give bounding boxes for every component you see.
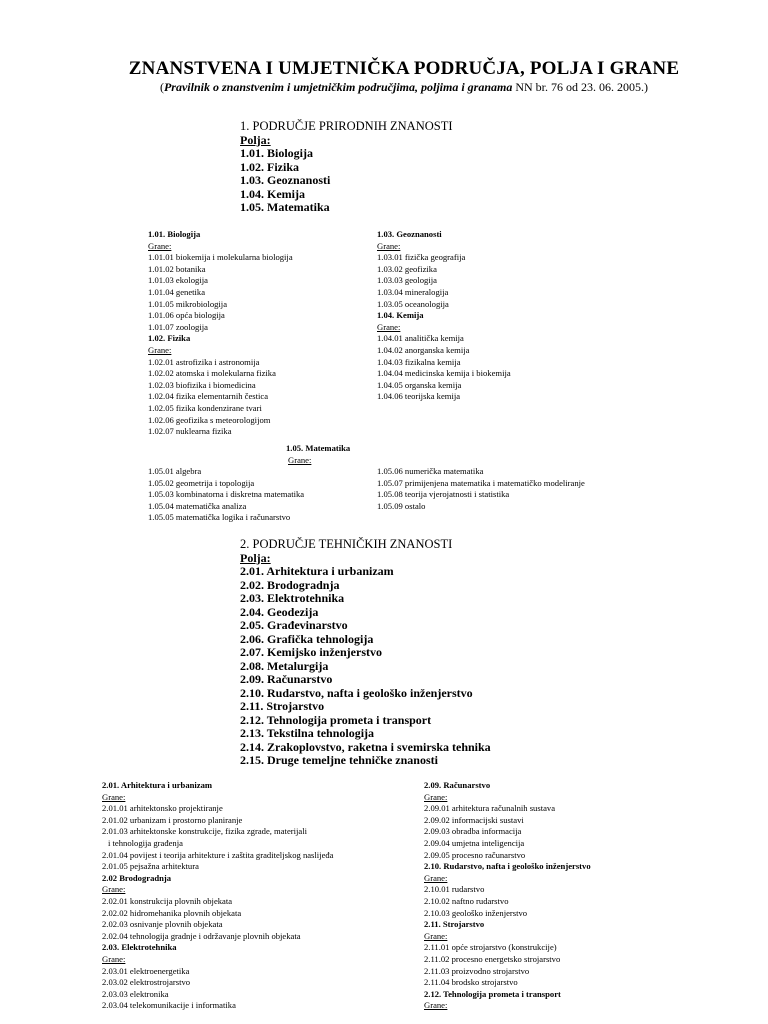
grane-label: Grane: [424,791,448,802]
grane-label: Grane: [102,953,126,964]
branch-item: 2.01.04 povijest i teorija arhitekture i zaštita graditeljskog naslijeđa [102,849,334,860]
subtitle-open: ( [159,80,164,94]
area2-field: 2.15. Druge temeljne tehničke znanosti [240,753,438,767]
field-heading: 1.02. Fizika [148,333,191,344]
branch-item: 2.03.04 telekomunikacije i informatika [102,1000,236,1011]
field-heading: 1.04. Kemija [377,310,424,321]
branch-item: 1.01.02 botanika [148,263,206,274]
branch-item: 2.11.04 brodsko strojarstvo [424,977,518,988]
branch-item: 2.03.01 elektroenergetika [102,965,190,976]
subtitle-gazette: NN br. 76 od 23. 06. 2005.) [512,80,649,94]
branch-item: 1.05.05 matematička logika i računarstvo [148,512,291,523]
area1-right-column [377,229,511,403]
branch-item: i tehnologija građenja [108,837,183,848]
grane-label: Grane: [424,930,448,941]
field-heading: 2.09. Računarstvo [424,780,491,790]
area1-field: 1.04. Kemija [240,186,305,201]
area1-polja-label: Polja: [240,132,271,147]
branch-item: 1.03.04 mineralogija [377,286,449,297]
branch-item: 1.03.02 geofizika [377,263,437,274]
field-heading: 1.03. Geoznanosti [377,229,442,239]
branch-item: 2.09.03 obradba informacija [424,826,522,837]
branch-item: 1.04.05 organska kemija [377,379,462,390]
branch-item: 1.05.03 kombinatorna i diskretna matematika [148,489,305,500]
area2-field: 2.06. Grafička tehnologija [240,631,374,646]
area2-field-list [240,565,491,768]
area2-polja-label: Polja: [240,550,271,565]
branch-item: 1.04.03 fizikalna kemija [377,356,461,367]
branch-item: 2.10.01 rudarstvo [424,884,485,895]
branch-item: 1.05.08 teorija vjerojatnosti i statistika [377,489,510,500]
page-subtitle [0,80,768,95]
area2-field: 2.09. Računarstvo [240,672,333,686]
area2-field: 2.03. Elektrotehnika [240,591,345,605]
math-heading: 1.05. Matematika [286,443,351,453]
branch-item: 1.03.03 geologija [377,275,437,286]
math-grane-label: Grane: [288,454,312,465]
branch-item: 1.05.06 numerička matematika [377,466,484,476]
area1-left-column [148,229,293,438]
branch-item: 2.03.03 elektronika [102,988,169,999]
grane-label: Grane: [424,1000,448,1011]
branch-item: 1.01.04 genetika [148,286,206,297]
area2-field: 2.12. Tehnologija prometa i transport [240,712,432,727]
area2-field: 2.13. Tekstilna tehnologija [240,726,375,740]
area2-field: 2.08. Metalurgija [240,658,329,673]
area2-field: 2.07. Kemijsko inženjerstvo [240,645,382,659]
branch-item: 1.03.05 oceanologija [377,298,449,309]
grane-label: Grane: [102,791,126,802]
area1-section [240,120,453,215]
branch-item: 1.04.02 anorganska kemija [377,344,470,355]
branch-item: 1.05.01 algebra [148,466,202,476]
branch-item: 1.04.04 medicinska kemija i biokemija [377,368,511,379]
branch-item: 1.04.06 teorijska kemija [377,391,461,402]
branch-item: 2.03.02 elektrostrojarstvo [102,977,191,988]
branch-item: 1.02.05 fizika kondenzirane tvari [148,402,262,413]
field-heading: 2.11. Strojarstvo [424,919,485,930]
branch-item: 1.05.07 primijenjena matematika i matematičko modeliranje [377,477,585,488]
branch-item: 1.02.04 fizika elementarnih čestica [148,391,269,402]
branch-item: 2.11.02 procesno energetsko strojarstvo [424,953,561,964]
branch-item: 1.05.09 ostalo [377,500,426,511]
branch-item: 2.01.02 urbanizam i prostorno planiranje [102,814,243,825]
branch-item: 1.05.02 geometrija i topologija [148,477,255,488]
branch-item: 2.09.02 informacijski sustavi [424,814,524,825]
field-heading: 2.03. Elektrotehnika [102,942,177,953]
branch-item: 1.01.07 zoologija [148,321,208,332]
area2-field: 2.05. Građevinarstvo [240,618,348,632]
area2-right-column [424,780,591,1012]
field-heading: 1.01. Biologija [148,229,201,239]
branch-item: 1.02.02 atomska i molekularna fizika [148,368,276,379]
branch-item: 1.04.01 analitička kemija [377,333,464,344]
area1-field: 1.01. Biologija [240,146,314,160]
area1-math-heading-block [286,443,350,466]
area2-field: 2.02. Brodogradnja [240,577,340,592]
grane-label: Grane: [102,884,126,895]
grane-label: Grane: [377,240,401,251]
branch-item: 2.09.04 umjetna inteligencija [424,837,525,848]
grane-label: Grane: [148,240,172,251]
branch-item: 2.09.01 arhitektura računalnih sustava [424,803,556,814]
branch-item: 2.02.01 konstrukcija plovnih objekata [102,895,233,906]
branch-item: 1.01.03 ekologija [148,275,208,286]
math-right-list [377,466,585,512]
grane-label: Grane: [377,321,401,332]
area2-left-column [102,780,334,1012]
branch-item: 1.02.07 nuklearna fizika [148,426,232,437]
field-heading: 2.12. Tehnologija prometa i transport [424,988,561,999]
area1-field: 1.03. Geoznanosti [240,173,331,187]
branch-item: 2.11.01 opće strojarstvo (konstrukcije) [424,942,557,953]
area2-field: 2.11. Strojarstvo [240,699,325,713]
field-heading: 2.10. Rudarstvo, nafta i geološko inženjerstvo [424,861,591,872]
grane-label: Grane: [148,344,172,355]
area2-field: 2.04. Geodezija [240,604,319,619]
grane-label: Grane: [424,872,448,883]
area1-title: 1. PODRUČJE PRIRODNIH ZNANOSTI [240,119,453,133]
branch-item: 2.01.05 pejsažna arhitektura [102,861,199,872]
page-title: ZNANSTVENA I UMJETNIČKA PODRUČJA, POLJA I GRANE [128,58,680,79]
branch-item: 1.02.03 biofizika i biomedicina [148,379,256,390]
branch-item: 2.02.03 osnivanje plovnih objekata [102,919,223,930]
branch-item: 2.09.05 procesno računarstvo [424,849,526,860]
branch-item: 2.11.03 proizvodno strojarstvo [424,965,530,976]
area2-field: 2.14. Zrakoplovstvo, raketna i svemirska tehnika [240,739,491,754]
subtitle-regulation: Pravilnik o znanstvenim i umjetničkim područjima, poljima i granama [163,80,513,94]
branch-item: 1.01.06 opća biologija [148,310,225,321]
branch-item: 1.03.01 fizička geografija [377,252,466,263]
field-heading: 2.01. Arhitektura i urbanizam [102,780,213,790]
area2-field: 2.10. Rudarstvo, nafta i geološko inženjerstvo [240,685,473,700]
branch-item: 1.02.01 astrofizika i astronomija [148,356,260,367]
branch-item: 1.01.01 biokemija i molekularna biologija [148,252,293,263]
area1-field-list [240,147,453,215]
branch-item: 2.10.02 naftno rudarstvo [424,895,509,906]
branch-item: 2.01.03 arhitektonske konstrukcije, fizika zgrade, materijali [102,826,307,837]
field-heading: 2.02 Brodogradnja [102,872,172,883]
area2-title: 2. PODRUČJE TEHNIČKIH ZNANOSTI [240,537,453,551]
branch-item: 2.02.04 tehnologija gradnje i održavanje plovnih objekata [102,930,301,941]
area1-field: 1.05. Matematika [240,200,330,214]
branch-item: 1.05.04 matematička analiza [148,500,247,511]
branch-item: 1.01.05 mikrobiologija [148,298,228,309]
area1-field: 1.02. Fizika [240,159,299,174]
area2-section [240,538,491,768]
branch-item: 2.01.01 arhitektonsko projektiranje [102,803,223,814]
branch-item: 2.02.02 hidromehanika plovnih objekata [102,907,242,918]
branch-item: 1.02.06 geofizika s meteorologijom [148,414,271,425]
math-left-list [148,466,304,524]
area2-field: 2.01. Arhitektura i urbanizam [240,564,394,578]
branch-item: 2.10.03 geološko inženjerstvo [424,907,528,918]
